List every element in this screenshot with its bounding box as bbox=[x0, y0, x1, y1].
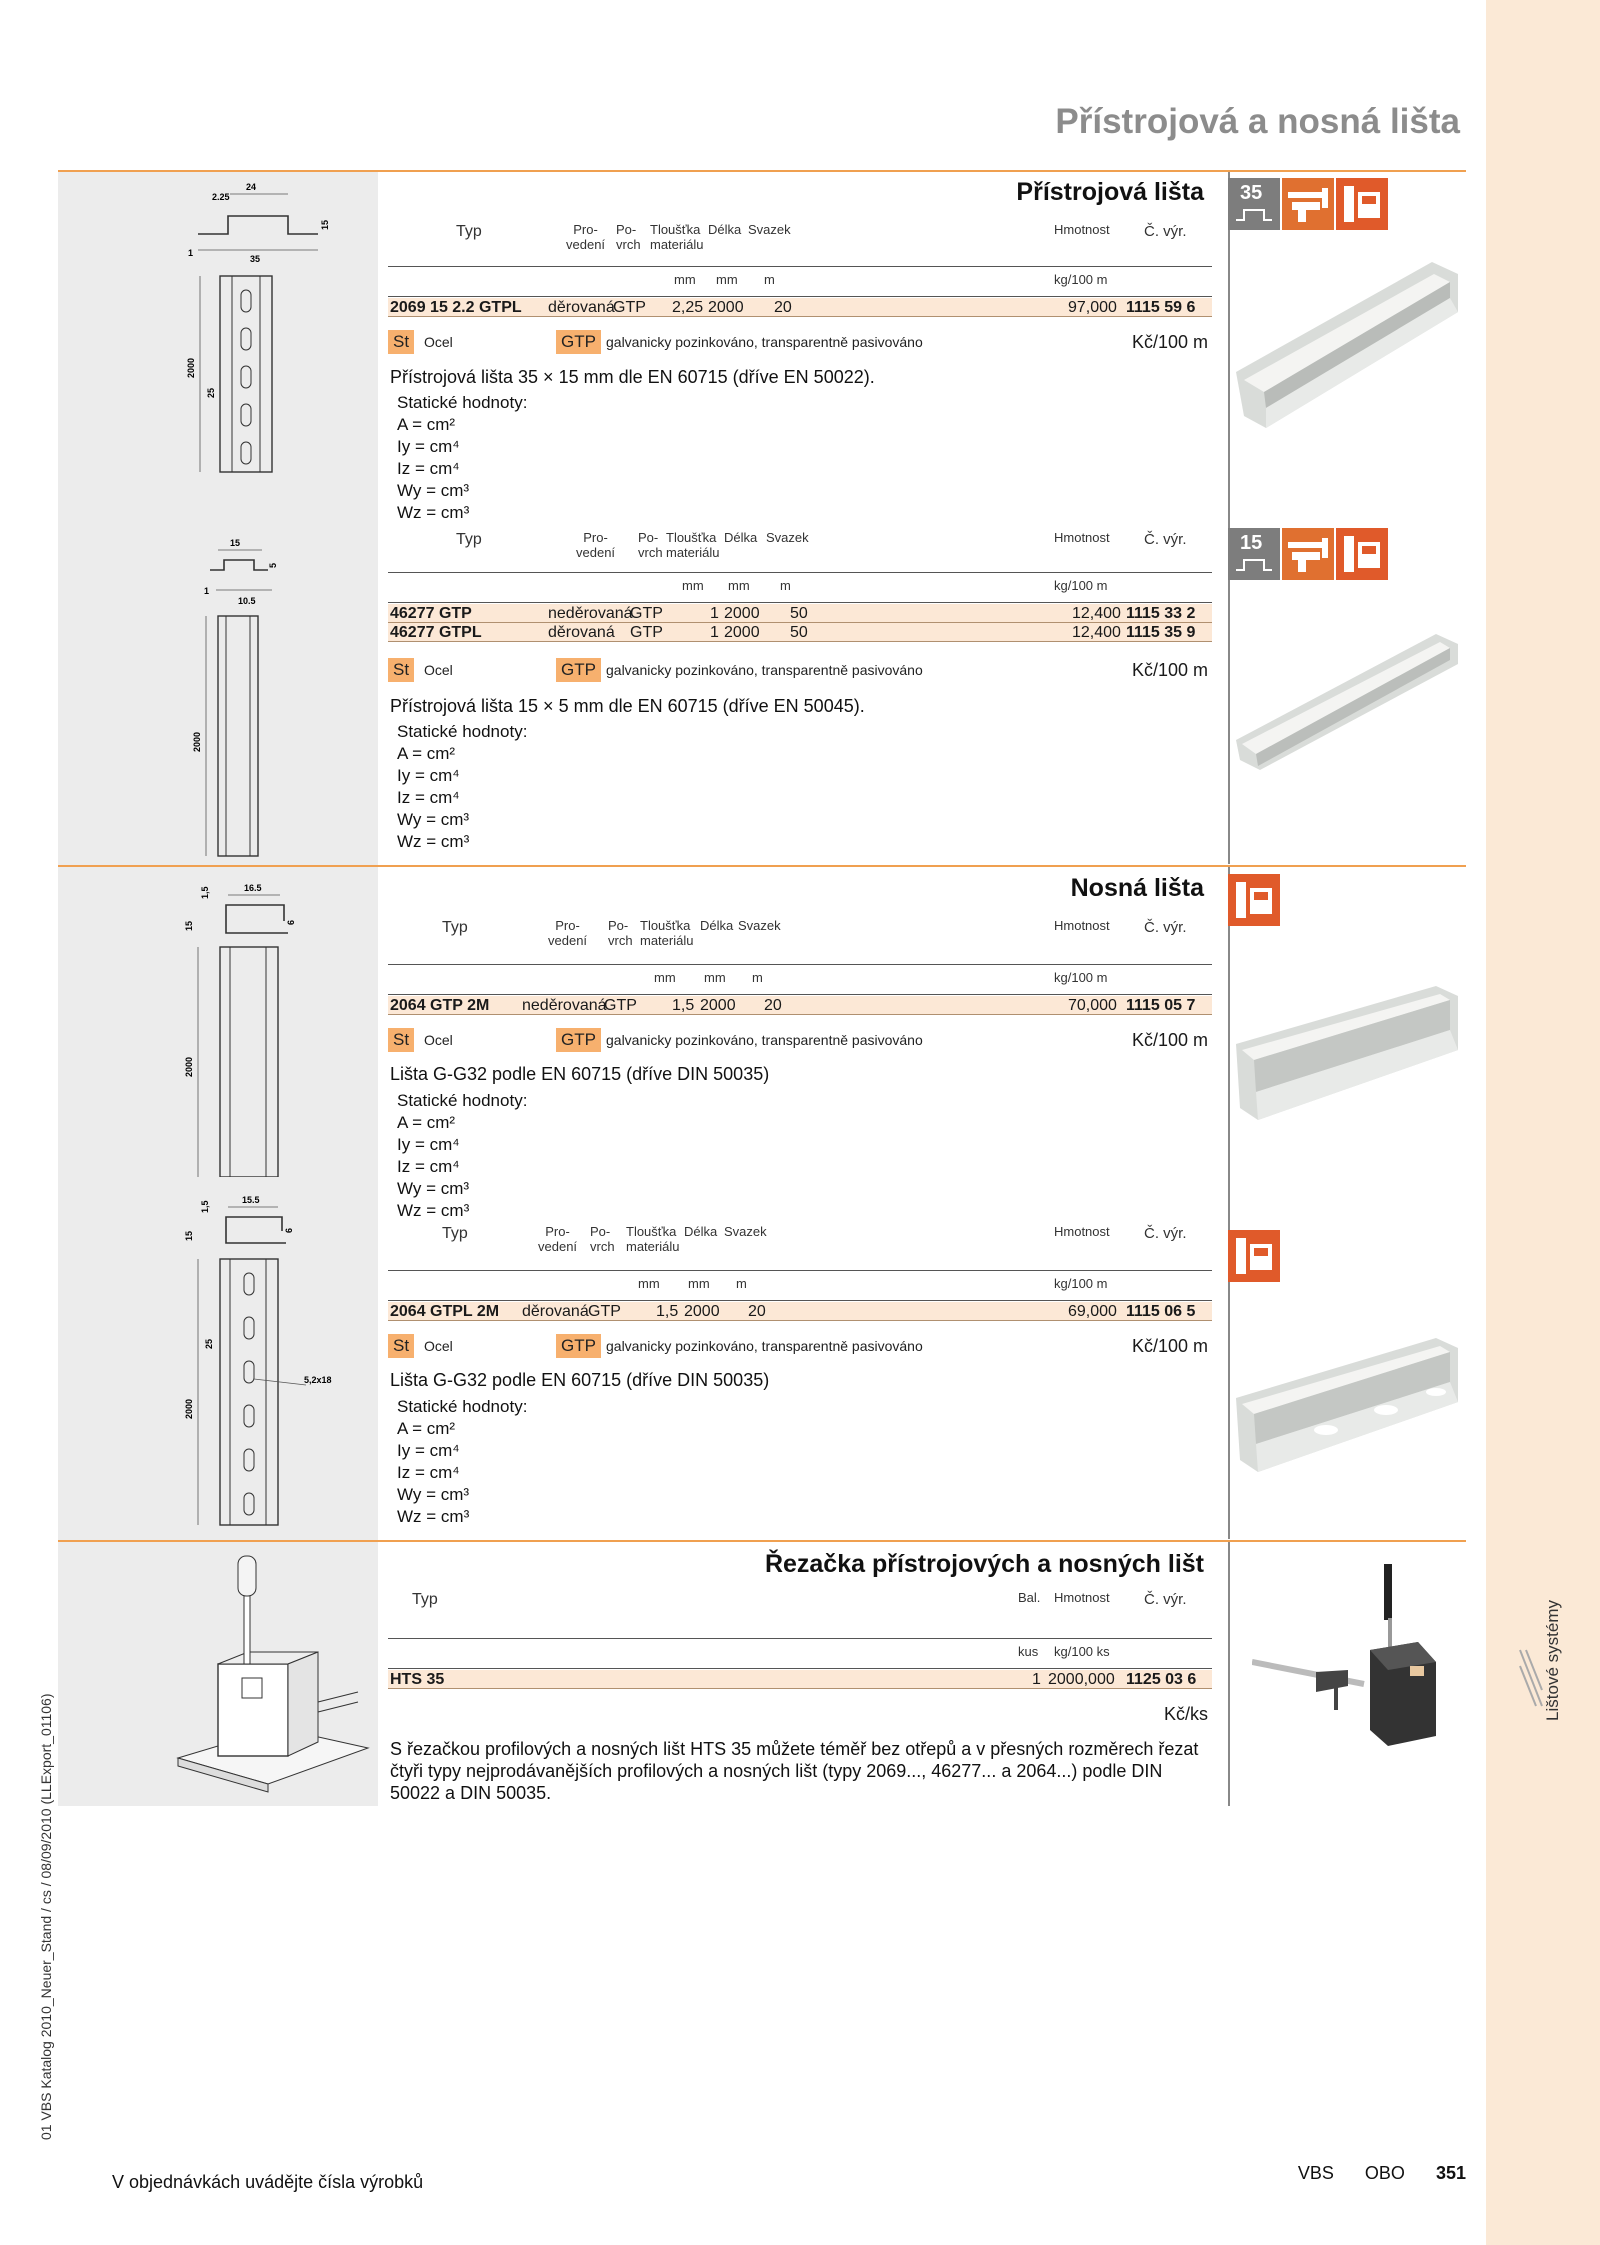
col-tloustka: Tloušťka materiálu bbox=[640, 918, 694, 948]
col-hmotnost: Hmotnost bbox=[1054, 530, 1110, 545]
static-label: Statické hodnoty: bbox=[397, 393, 528, 412]
static-iz: Iz = cm⁴ bbox=[397, 1463, 460, 1482]
unit-mm: mm bbox=[688, 1276, 710, 1291]
col-hmotnost: Hmotnost bbox=[1054, 1590, 1110, 1605]
col-tloustka: Tloušťka materiálu bbox=[666, 530, 720, 560]
cell-cislo: 1115 35 9 bbox=[1126, 624, 1196, 641]
dim-label: 1,5 bbox=[200, 886, 210, 899]
material-line bbox=[388, 658, 1212, 684]
col-cislo: Č. výr. bbox=[1144, 1225, 1187, 1242]
unit-kg: kg/100 m bbox=[1054, 578, 1108, 593]
material-name: Ocel bbox=[424, 1032, 453, 1048]
rail-35-photo bbox=[1236, 252, 1460, 442]
side-label bbox=[1512, 1600, 1562, 1721]
cell-bal: 1 bbox=[1032, 1671, 1041, 1688]
product-table bbox=[388, 918, 1212, 1015]
unit-kg-ks: kg/100 ks bbox=[1054, 1644, 1110, 1659]
rail-15-photo bbox=[1236, 620, 1460, 790]
static-label: Statické hodnoty: bbox=[397, 1091, 528, 1110]
static-a: A = cm² bbox=[397, 415, 456, 434]
drawing-panel bbox=[58, 172, 378, 865]
cell-cislo: 1115 06 5 bbox=[1126, 1303, 1196, 1320]
static-values bbox=[397, 721, 527, 853]
unit-kg: kg/100 m bbox=[1054, 1276, 1108, 1291]
col-delka: Délka bbox=[700, 918, 734, 933]
dim-label: 2000 bbox=[184, 1398, 194, 1419]
material-name: Ocel bbox=[424, 1338, 453, 1354]
dim-label: 2000 bbox=[184, 1056, 194, 1077]
footer-brand bbox=[1272, 2163, 1466, 2184]
side-label-text: Lištové systémy bbox=[1542, 1600, 1562, 1721]
cell-provedeni: děrovaná bbox=[548, 624, 615, 641]
dim-label: 15.5 bbox=[242, 1195, 260, 1205]
finish-text: galvanicky pozinkováno, transparentně pasivováno bbox=[606, 662, 923, 678]
unit-kus: kus bbox=[1018, 1644, 1039, 1659]
cell-provedeni: neděrovaná bbox=[548, 605, 633, 622]
col-typ: Typ bbox=[442, 1225, 468, 1242]
table-header bbox=[388, 1224, 1212, 1308]
unit-mm: mm bbox=[682, 578, 704, 593]
col-provedeni: Pro- vedení bbox=[548, 918, 588, 948]
cell-svazek: 50 bbox=[790, 624, 808, 641]
cell-provedeni: děrovaná bbox=[548, 299, 615, 316]
col-cislo: Č. výr. bbox=[1144, 1591, 1187, 1608]
section-title: Nosná lišta bbox=[1070, 874, 1204, 902]
col-hmotnost: Hmotnost bbox=[1054, 1224, 1110, 1239]
col-cislo: Č. výr. bbox=[1144, 223, 1187, 240]
finish-text: galvanicky pozinkováno, transparentně pasivováno bbox=[606, 334, 923, 350]
dim-label: 2000 bbox=[192, 731, 202, 752]
dim-label: 35 bbox=[250, 254, 261, 264]
cell-cislo: 1115 33 2 bbox=[1126, 605, 1196, 622]
static-values bbox=[397, 1396, 527, 1528]
cell-typ: 46277 GTP bbox=[390, 605, 472, 622]
cell-typ: 2064 GTP 2M bbox=[390, 997, 490, 1014]
dim-label: 25 bbox=[204, 1338, 214, 1349]
cell-delka: 2000 bbox=[724, 624, 760, 641]
st-badge: St bbox=[388, 1334, 414, 1358]
col-delka: Délka bbox=[708, 222, 742, 237]
drawing-panel bbox=[58, 867, 378, 1540]
rule bbox=[388, 1668, 1212, 1669]
static-wz: Wz = cm³ bbox=[397, 503, 470, 522]
col-povrch: Po- vrch bbox=[638, 530, 663, 560]
static-wy: Wy = cm³ bbox=[397, 481, 470, 500]
unit-mm: mm bbox=[674, 272, 696, 287]
brand-obo: OBO bbox=[1364, 2163, 1405, 2183]
dim-label: 5,2x18 bbox=[304, 1375, 332, 1385]
rail-15-icon bbox=[1228, 528, 1280, 580]
unit-mm: mm bbox=[638, 1276, 660, 1291]
drill-mount-icon bbox=[1282, 528, 1334, 580]
cell-povrch: GTP bbox=[630, 605, 663, 622]
table-header bbox=[388, 1590, 1212, 1674]
material-line bbox=[388, 1334, 1212, 1360]
unit-mm: mm bbox=[716, 272, 738, 287]
footer-note: V objednávkách uvádějte čísla výrobků bbox=[112, 2172, 424, 2192]
col-povrch: Po- vrch bbox=[616, 222, 641, 252]
col-provedeni: Pro- vedení bbox=[538, 1224, 578, 1254]
col-delka: Délka bbox=[724, 530, 758, 545]
icon-label: 15 bbox=[1240, 532, 1263, 554]
description: Lišta G-G32 podle EN 60715 (dříve DIN 50035) bbox=[390, 1064, 770, 1084]
col-cislo: Č. výr. bbox=[1144, 531, 1187, 548]
page-title: Přístrojová a nosná lišta bbox=[1055, 102, 1460, 141]
col-povrch: Po- vrch bbox=[590, 1224, 615, 1254]
cell-tloustka: 1 bbox=[710, 624, 719, 641]
col-svazek: Svazek bbox=[738, 918, 781, 933]
dim-label: 15 bbox=[184, 920, 194, 931]
cell-povrch: GTP bbox=[613, 299, 646, 316]
table-row bbox=[388, 1670, 1212, 1689]
cutter-drawing bbox=[158, 1552, 378, 1802]
static-iy: Iy = cm⁴ bbox=[397, 1441, 460, 1460]
static-iy: Iy = cm⁴ bbox=[397, 766, 460, 785]
table-row bbox=[388, 298, 1212, 317]
price-unit: Kč/100 m bbox=[1131, 1336, 1208, 1356]
cell-cislo: 1115 59 6 bbox=[1126, 299, 1196, 316]
cell-svazek: 20 bbox=[764, 997, 782, 1014]
table-row bbox=[388, 623, 1212, 642]
cell-hmotnost: 12,400 bbox=[1072, 605, 1121, 622]
cell-tloustka: 2,25 bbox=[672, 299, 704, 316]
dim-label: 1 bbox=[188, 248, 194, 258]
col-typ: Typ bbox=[442, 919, 468, 936]
table-row bbox=[388, 604, 1212, 623]
cell-delka: 2000 bbox=[724, 605, 760, 622]
drawing-panel bbox=[58, 1542, 378, 1806]
unit-m: m bbox=[780, 578, 791, 593]
rule bbox=[388, 296, 1212, 297]
table-row bbox=[388, 996, 1212, 1015]
product-table bbox=[388, 1224, 1212, 1321]
g32-perforated-photo bbox=[1236, 1330, 1460, 1490]
rule bbox=[388, 1638, 1212, 1639]
dim-label: 16.5 bbox=[244, 883, 262, 893]
static-wz: Wz = cm³ bbox=[397, 1507, 470, 1526]
description: S řezačkou profilových a nosných lišt HTS 35 můžete téměř bez otřepů a v přesných rozměrech řezat čtyři typy nejprodávanějších profilových a nosných lišt (typy 2069..., 46277... a 2064...) podle DIN 50022 a DIN 50035. bbox=[390, 1739, 1199, 1803]
unit-m: m bbox=[752, 970, 763, 985]
cell-svazek: 20 bbox=[774, 299, 792, 316]
col-hmotnost: Hmotnost bbox=[1054, 918, 1110, 933]
cutter-photo bbox=[1252, 1560, 1448, 1750]
cell-povrch: GTP bbox=[588, 1303, 621, 1320]
unit-m: m bbox=[764, 272, 775, 287]
col-provedeni: Pro- vedení bbox=[566, 222, 606, 252]
rail-35-drawing bbox=[178, 178, 358, 478]
g32-rail-photo bbox=[1236, 980, 1460, 1140]
static-label: Statické hodnoty: bbox=[397, 1397, 528, 1416]
rail-15-drawing bbox=[178, 532, 358, 862]
table-header bbox=[388, 222, 1212, 306]
brand-vbs: VBS bbox=[1297, 2163, 1334, 2183]
col-svazek: Svazek bbox=[748, 222, 791, 237]
dim-label: 2000 bbox=[186, 357, 196, 378]
cell-svazek: 50 bbox=[790, 605, 808, 622]
static-iz: Iz = cm⁴ bbox=[397, 788, 460, 807]
rule bbox=[388, 602, 1212, 603]
col-cislo: Č. výr. bbox=[1144, 919, 1187, 936]
col-delka: Délka bbox=[684, 1224, 718, 1239]
finish-text: galvanicky pozinkováno, transparentně pasivováno bbox=[606, 1032, 923, 1048]
table-row bbox=[388, 1302, 1212, 1321]
cell-typ: 2064 GTPL 2M bbox=[390, 1303, 500, 1320]
rail-strip-icon bbox=[1518, 1648, 1544, 1708]
clamp-mount-icon bbox=[1336, 178, 1388, 230]
clamp-mount-icon bbox=[1228, 1230, 1280, 1282]
static-wz: Wz = cm³ bbox=[397, 832, 470, 851]
price-unit: Kč/100 m bbox=[1131, 660, 1208, 680]
section-title: Přístrojová lišta bbox=[1016, 178, 1204, 206]
col-provedeni: Pro- vedení bbox=[576, 530, 616, 560]
cell-delka: 2000 bbox=[700, 997, 736, 1014]
col-povrch: Po- vrch bbox=[608, 918, 633, 948]
gtp-badge: GTP bbox=[556, 1334, 601, 1358]
cell-hmotnost: 2000,000 bbox=[1048, 1671, 1115, 1688]
col-typ: Typ bbox=[456, 531, 482, 548]
cell-povrch: GTP bbox=[630, 624, 663, 641]
rule bbox=[388, 266, 1212, 267]
cell-provedeni: děrovaná bbox=[522, 1303, 589, 1320]
unit-kg: kg/100 m bbox=[1054, 970, 1108, 985]
rule bbox=[388, 964, 1212, 965]
description: Lišta G-G32 podle EN 60715 (dříve DIN 50035) bbox=[390, 1370, 770, 1390]
dim-label: 2.25 bbox=[212, 192, 230, 202]
static-a: A = cm² bbox=[397, 744, 456, 763]
cell-delka: 2000 bbox=[708, 299, 744, 316]
static-a: A = cm² bbox=[397, 1113, 456, 1132]
static-wy: Wy = cm³ bbox=[397, 1485, 470, 1504]
col-hmotnost: Hmotnost bbox=[1054, 222, 1110, 237]
product-table bbox=[388, 222, 1212, 317]
static-iy: Iy = cm⁴ bbox=[397, 437, 460, 456]
cell-povrch: GTP bbox=[604, 997, 637, 1014]
dim-label: 15 bbox=[320, 219, 330, 230]
rule bbox=[388, 1270, 1212, 1271]
st-badge: St bbox=[388, 1028, 414, 1052]
cell-tloustka: 1 bbox=[710, 605, 719, 622]
cell-tloustka: 1,5 bbox=[656, 1303, 679, 1320]
col-svazek: Svazek bbox=[724, 1224, 767, 1239]
static-iz: Iz = cm⁴ bbox=[397, 1157, 460, 1176]
unit-mm: mm bbox=[654, 970, 676, 985]
static-wy: Wy = cm³ bbox=[397, 810, 470, 829]
dim-label: 1 bbox=[204, 586, 210, 596]
cell-typ: 2069 15 2.2 GTPL bbox=[390, 299, 522, 316]
rule bbox=[388, 572, 1212, 573]
unit-kg: kg/100 m bbox=[1054, 272, 1108, 287]
dim-label: 6 bbox=[286, 919, 296, 925]
column-divider bbox=[1228, 1542, 1230, 1806]
material-line bbox=[388, 330, 1212, 356]
description: Přístrojová lišta 35 × 15 mm dle EN 60715 (dříve EN 50022). bbox=[390, 367, 875, 387]
cell-delka: 2000 bbox=[684, 1303, 720, 1320]
cell-hmotnost: 70,000 bbox=[1068, 997, 1117, 1014]
dim-label: 6 bbox=[284, 1227, 294, 1233]
price-unit: Kč/100 m bbox=[1131, 332, 1208, 352]
cell-hmotnost: 12,400 bbox=[1072, 624, 1121, 641]
cell-typ: 46277 GTPL bbox=[390, 624, 482, 641]
dim-label: 5 bbox=[268, 562, 278, 568]
material-line bbox=[388, 1028, 1212, 1054]
col-svazek: Svazek bbox=[766, 530, 809, 545]
cell-cislo: 1115 05 7 bbox=[1126, 997, 1196, 1014]
g32-perforated-drawing bbox=[168, 1189, 368, 1535]
vertical-footer-text: 01 VBS Katalog 2010_Neuer_Stand / cs / 08/09/2010 (LLExport_01106) bbox=[38, 1693, 54, 2140]
column-divider bbox=[1228, 172, 1230, 864]
gtp-badge: GTP bbox=[556, 1028, 601, 1052]
cell-hmotnost: 97,000 bbox=[1068, 299, 1117, 316]
col-tloustka: Tloušťka materiálu bbox=[626, 1224, 680, 1254]
drill-mount-icon bbox=[1282, 178, 1334, 230]
static-label: Statické hodnoty: bbox=[397, 722, 528, 741]
price-unit: Kč/100 m bbox=[1131, 1030, 1208, 1050]
static-a: A = cm² bbox=[397, 1419, 456, 1438]
dim-label: 25 bbox=[206, 387, 216, 398]
product-table bbox=[388, 530, 1212, 642]
g32-rail-drawing bbox=[168, 877, 368, 1177]
column-divider bbox=[1228, 867, 1230, 1539]
page-number: 351 bbox=[1435, 2163, 1466, 2183]
price-unit: Kč/ks bbox=[1163, 1704, 1208, 1724]
gtp-badge: GTP bbox=[556, 658, 601, 682]
col-typ: Typ bbox=[456, 223, 482, 240]
clamp-mount-icon bbox=[1228, 874, 1280, 926]
table-header bbox=[388, 918, 1212, 1002]
static-values bbox=[397, 392, 527, 524]
dim-label: 10.5 bbox=[238, 596, 256, 606]
dim-label: 15 bbox=[184, 1230, 194, 1241]
cell-typ: HTS 35 bbox=[390, 1671, 445, 1688]
st-badge: St bbox=[388, 330, 414, 354]
icon-label: 35 bbox=[1240, 182, 1263, 204]
product-table bbox=[388, 1590, 1212, 1689]
col-tloustka: Tloušťka materiálu bbox=[650, 222, 704, 252]
material-name: Ocel bbox=[424, 334, 453, 350]
dim-label: 1,5 bbox=[200, 1200, 210, 1213]
col-typ: Typ bbox=[412, 1591, 438, 1608]
vertical-footer bbox=[38, 1693, 54, 2150]
static-iy: Iy = cm⁴ bbox=[397, 1135, 460, 1154]
side-band bbox=[1486, 0, 1600, 2245]
cell-provedeni: neděrovaná bbox=[522, 997, 607, 1014]
static-values bbox=[397, 1090, 527, 1222]
dim-label: 15 bbox=[230, 538, 241, 548]
st-badge: St bbox=[388, 658, 414, 682]
cell-cislo: 1125 03 6 bbox=[1126, 1671, 1197, 1688]
cell-svazek: 20 bbox=[748, 1303, 766, 1320]
rule bbox=[388, 994, 1212, 995]
clamp-mount-icon bbox=[1336, 528, 1388, 580]
table-header bbox=[388, 530, 1212, 614]
dim-label: 24 bbox=[246, 182, 257, 192]
cell-hmotnost: 69,000 bbox=[1068, 1303, 1117, 1320]
material-line bbox=[388, 1702, 1212, 1728]
unit-mm: mm bbox=[704, 970, 726, 985]
cell-tloustka: 1,5 bbox=[672, 997, 695, 1014]
rail-35-icon bbox=[1228, 178, 1280, 230]
col-bal: Bal. bbox=[1018, 1590, 1041, 1605]
material-name: Ocel bbox=[424, 662, 453, 678]
section-title: Řezačka přístrojových a nosných lišt bbox=[764, 1550, 1204, 1578]
unit-mm: mm bbox=[728, 578, 750, 593]
static-iz: Iz = cm⁴ bbox=[397, 459, 460, 478]
gtp-badge: GTP bbox=[556, 330, 601, 354]
description: Přístrojová lišta 15 × 5 mm dle EN 60715 (dříve EN 50045). bbox=[390, 696, 865, 716]
static-wz: Wz = cm³ bbox=[397, 1201, 470, 1220]
static-wy: Wy = cm³ bbox=[397, 1179, 470, 1198]
rule bbox=[388, 1300, 1212, 1301]
unit-m: m bbox=[736, 1276, 747, 1291]
finish-text: galvanicky pozinkováno, transparentně pasivováno bbox=[606, 1338, 923, 1354]
